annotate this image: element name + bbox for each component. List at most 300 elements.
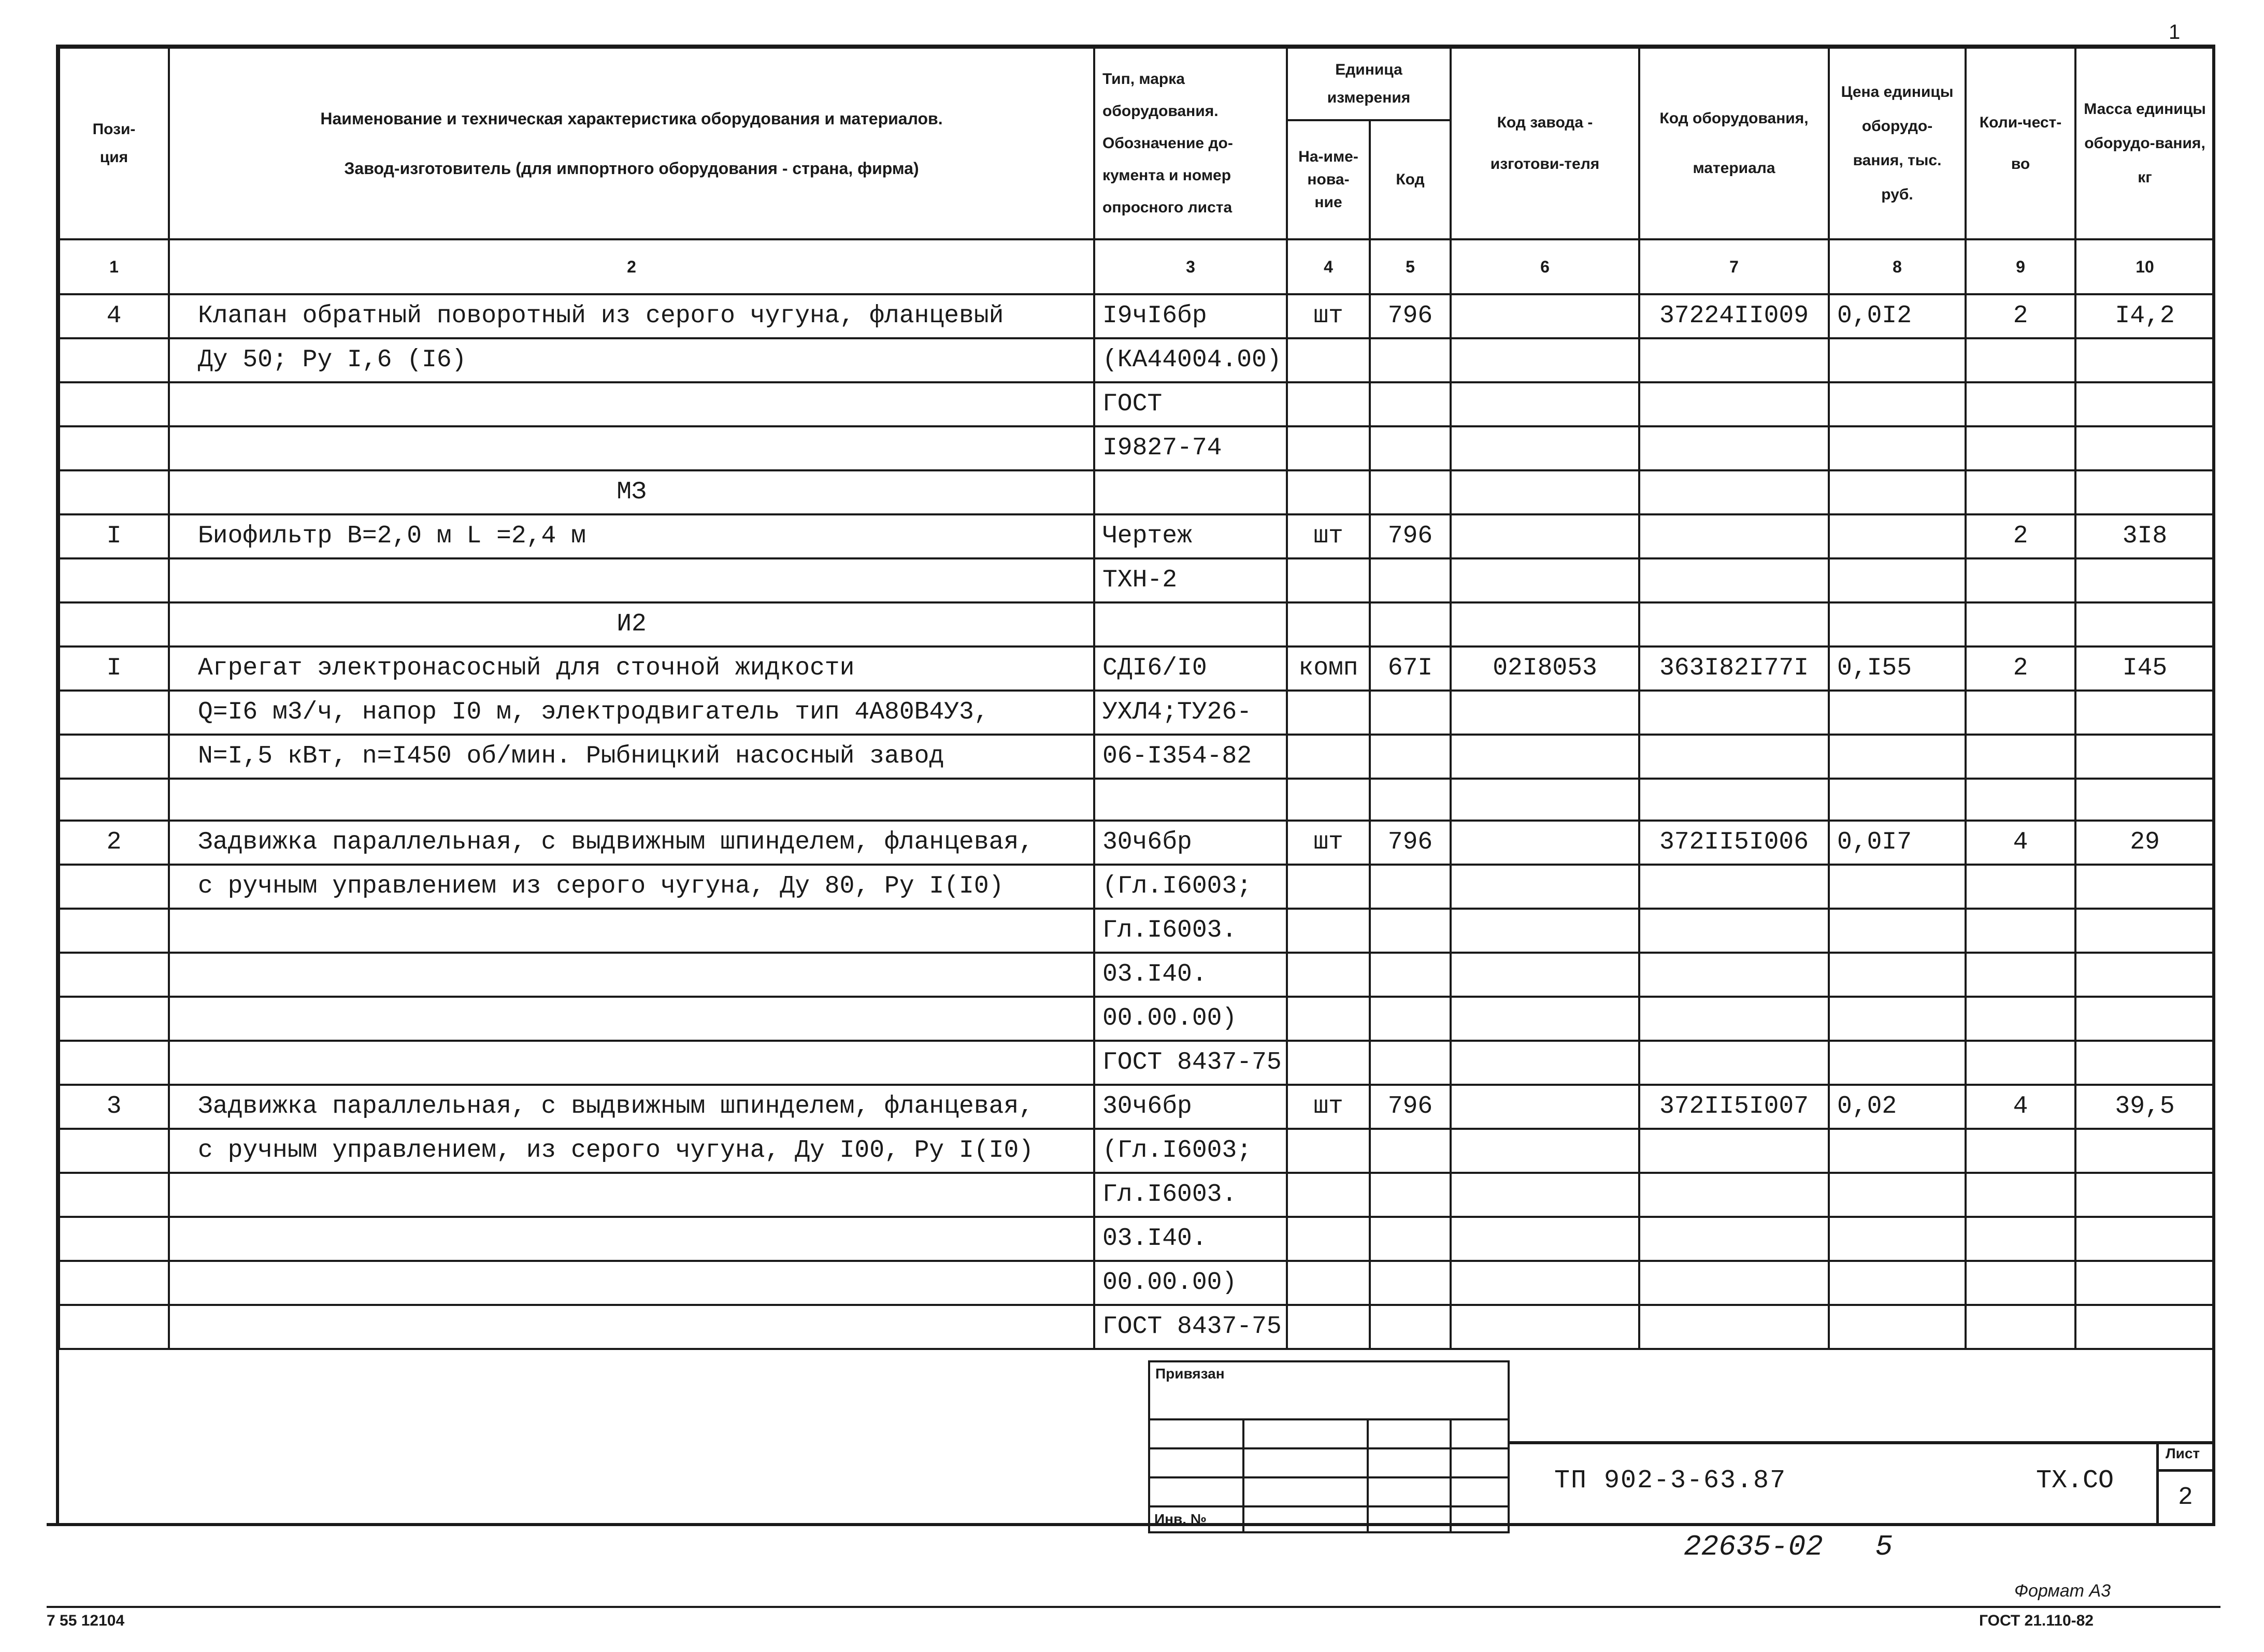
cell-unit: [1287, 1305, 1370, 1349]
header-quantity: Коли-чест-во: [1966, 48, 2075, 239]
cell-qty: [1966, 382, 2075, 426]
cell-name: [169, 1217, 1094, 1261]
cell-name: Ду 50; Ру I,6 (I6): [169, 338, 1094, 382]
cell-price: 0,I55: [1829, 647, 1966, 691]
doc-code: ТП 902-3-63.87: [1554, 1466, 1787, 1496]
cell-ucode: 796: [1370, 514, 1451, 558]
cell-maker: [1451, 294, 1639, 338]
cell-price: [1829, 997, 1966, 1041]
cell-type: 03.I40.: [1094, 953, 1287, 997]
cell-name: с ручным управлением из серого чугуна, Ду 80, Ру I(I0): [169, 865, 1094, 909]
cell-qty: [1966, 691, 2075, 735]
header-position: Пози- ция: [59, 48, 169, 239]
cell-pos: [59, 997, 169, 1041]
cell-unit: [1287, 338, 1370, 382]
cell-qty: [1966, 558, 2075, 602]
cell-unit: [1287, 997, 1370, 1041]
cell-price: [1829, 338, 1966, 382]
cell-type: (Гл.I6003;: [1094, 865, 1287, 909]
cell-ucode: [1370, 382, 1451, 426]
table-row: [59, 294, 2214, 338]
cell-qty: [1966, 909, 2075, 953]
cell-unit: шт: [1287, 294, 1370, 338]
cell-ucode: [1370, 338, 1451, 382]
cell-code: [1639, 382, 1829, 426]
cell-unit: [1287, 1129, 1370, 1173]
cell-name: [169, 382, 1094, 426]
cell-name: [169, 426, 1094, 470]
cell-type: ТХН-2: [1094, 558, 1287, 602]
table-row: [59, 382, 2214, 426]
cell-type: СДI6/I0: [1094, 647, 1287, 691]
cell-price: [1829, 514, 1966, 558]
cell-code: [1639, 997, 1829, 1041]
header-unit-name: На-име-нова-ние: [1287, 120, 1370, 239]
column-number-3: 3: [1094, 239, 1287, 294]
cell-name: Q=I6 м3/ч, напор I0 м, электродвигатель тип 4А80В4У3,: [169, 691, 1094, 735]
cell-maker: [1451, 909, 1639, 953]
cell-qty: [1966, 1129, 2075, 1173]
table-row: [59, 470, 2214, 514]
cell-pos: [59, 1173, 169, 1217]
cell-ucode: 796: [1370, 821, 1451, 865]
format-label: Формат А3: [2014, 1581, 2111, 1601]
footer-rule: [47, 1606, 2220, 1608]
cell-code: 372II5I007: [1639, 1085, 1829, 1129]
cell-mass: [2075, 338, 2214, 382]
column-number-8: 8: [1829, 239, 1966, 294]
cell-name: [169, 558, 1094, 602]
cell-ucode: [1370, 470, 1451, 514]
table-row: [59, 426, 2214, 470]
cell-type: 00.00.00): [1094, 997, 1287, 1041]
table-row: [59, 1173, 2214, 1217]
table-row: [59, 558, 2214, 602]
header-mass: Масса единицы оборудо-вания, кг: [2075, 48, 2214, 239]
cell-code: [1639, 1173, 1829, 1217]
cell-pos: I: [59, 647, 169, 691]
cell-price: [1829, 735, 1966, 779]
cell-type: 00.00.00): [1094, 1261, 1287, 1305]
cell-maker: [1451, 1173, 1639, 1217]
header-unit-code: Код: [1370, 120, 1451, 239]
cell-mass: [2075, 735, 2214, 779]
cell-qty: [1966, 470, 2075, 514]
column-number-9: 9: [1966, 239, 2075, 294]
cell-pos: 2: [59, 821, 169, 865]
left-code: 7 55 12104: [47, 1612, 125, 1629]
cell-price: [1829, 602, 1966, 647]
cell-ucode: [1370, 1217, 1451, 1261]
cell-maker: [1451, 558, 1639, 602]
column-number-6: 6: [1451, 239, 1639, 294]
column-number-7: 7: [1639, 239, 1829, 294]
cell-price: [1829, 909, 1966, 953]
cell-type: 03.I40.: [1094, 1217, 1287, 1261]
cell-unit: шт: [1287, 1085, 1370, 1129]
cell-unit: [1287, 470, 1370, 514]
cell-qty: [1966, 1261, 2075, 1305]
cell-maker: [1451, 1305, 1639, 1349]
cell-qty: [1966, 602, 2075, 647]
cell-type: Чертеж: [1094, 514, 1287, 558]
cell-unit: шт: [1287, 821, 1370, 865]
cell-code: [1639, 691, 1829, 735]
table-row: [59, 1217, 2214, 1261]
table-row: [59, 1041, 2214, 1085]
cell-maker: [1451, 1041, 1639, 1085]
title-block-top-line: [1508, 1441, 2215, 1444]
cell-unit: шт: [1287, 514, 1370, 558]
cell-mass: [2075, 691, 2214, 735]
cell-type: (КА44004.00): [1094, 338, 1287, 382]
cell-code: [1639, 470, 1829, 514]
table-row: [59, 821, 2214, 865]
cell-ucode: [1370, 1261, 1451, 1305]
cell-code: [1639, 426, 1829, 470]
cell-code: [1639, 1261, 1829, 1305]
cell-code: [1639, 865, 1829, 909]
column-number-5: 5: [1370, 239, 1451, 294]
cell-unit: комп: [1287, 647, 1370, 691]
cell-price: 0,0I7: [1829, 821, 1966, 865]
cell-qty: [1966, 953, 2075, 997]
cell-type: [1094, 602, 1287, 647]
header-name: Наименование и техническая характеристика оборудования и материалов. Завод-изготовитель (для импортного оборудования - страна, фирма): [169, 48, 1094, 239]
cell-qty: [1966, 1041, 2075, 1085]
cell-code: 363I82I77I: [1639, 647, 1829, 691]
cell-code: [1639, 1217, 1829, 1261]
cell-ucode: [1370, 1173, 1451, 1217]
cell-name: Агрегат электронасосный для сточной жидкости: [169, 647, 1094, 691]
sheet-number: 2: [2178, 1484, 2193, 1512]
cell-mass: [2075, 997, 2214, 1041]
cell-ucode: [1370, 1041, 1451, 1085]
cell-type: [1094, 470, 1287, 514]
cell-mass: 29: [2075, 821, 2214, 865]
cell-pos: [59, 865, 169, 909]
doc-mark: ТХ.СО: [2036, 1466, 2114, 1496]
cell-qty: [1966, 338, 2075, 382]
cell-type: Гл.I6003.: [1094, 909, 1287, 953]
header-type: Тип, марка оборудования. Обозначение до-кумента и номер опросного листа: [1094, 48, 1287, 239]
cell-unit: [1287, 779, 1370, 821]
handwritten-number: 22635-02 5: [1684, 1530, 1893, 1563]
cell-price: [1829, 691, 1966, 735]
cell-unit: [1287, 691, 1370, 735]
cell-qty: 4: [1966, 1085, 2075, 1129]
cell-pos: [59, 735, 169, 779]
cell-name: [169, 1041, 1094, 1085]
cell-name: [169, 1261, 1094, 1305]
column-number-4: 4: [1287, 239, 1370, 294]
table-row: [59, 953, 2214, 997]
cell-mass: [2075, 1261, 2214, 1305]
cell-pos: [59, 779, 169, 821]
cell-ucode: [1370, 953, 1451, 997]
cell-code: [1639, 909, 1829, 953]
cell-mass: [2075, 909, 2214, 953]
cell-code: [1639, 338, 1829, 382]
cell-price: [1829, 1173, 1966, 1217]
cell-ucode: [1370, 602, 1451, 647]
cell-unit: [1287, 1173, 1370, 1217]
cell-ucode: 67I: [1370, 647, 1451, 691]
cell-ucode: [1370, 558, 1451, 602]
cell-maker: [1451, 514, 1639, 558]
cell-type: (Гл.I6003;: [1094, 1129, 1287, 1173]
cell-mass: [2075, 1305, 2214, 1349]
cell-ucode: [1370, 865, 1451, 909]
cell-mass: I45: [2075, 647, 2214, 691]
cell-unit: [1287, 1217, 1370, 1261]
cell-mass: [2075, 382, 2214, 426]
table-row: [59, 735, 2214, 779]
cell-type: УХЛ4;ТУ26-: [1094, 691, 1287, 735]
cell-price: [1829, 1129, 1966, 1173]
cell-mass: [2075, 1129, 2214, 1173]
cell-qty: 4: [1966, 821, 2075, 865]
cell-maker: [1451, 997, 1639, 1041]
corner-mark: 1: [2169, 21, 2181, 44]
cell-qty: 2: [1966, 647, 2075, 691]
cell-type: 06-I354-82: [1094, 735, 1287, 779]
cell-maker: [1451, 602, 1639, 647]
cell-type: 30ч6бр: [1094, 1085, 1287, 1129]
cell-name: [169, 779, 1094, 821]
cell-mass: [2075, 602, 2214, 647]
cell-mass: [2075, 953, 2214, 997]
cell-type: ГОСТ: [1094, 382, 1287, 426]
header-unit: Единица измерения: [1287, 48, 1451, 120]
cell-pos: [59, 1041, 169, 1085]
table-row: [59, 602, 2214, 647]
cell-maker: [1451, 953, 1639, 997]
cell-qty: [1966, 426, 2075, 470]
cell-type: 30ч6бр: [1094, 821, 1287, 865]
cell-unit: [1287, 382, 1370, 426]
cell-unit: [1287, 1041, 1370, 1085]
cell-mass: 39,5: [2075, 1085, 2214, 1129]
cell-price: 0,02: [1829, 1085, 1966, 1129]
cell-maker: [1451, 470, 1639, 514]
cell-unit: [1287, 735, 1370, 779]
cell-ucode: [1370, 909, 1451, 953]
cell-maker: [1451, 426, 1639, 470]
cell-price: [1829, 558, 1966, 602]
cell-qty: [1966, 735, 2075, 779]
cell-price: [1829, 426, 1966, 470]
cell-maker: [1451, 865, 1639, 909]
cell-ucode: [1370, 779, 1451, 821]
cell-pos: [59, 691, 169, 735]
cell-pos: [59, 1261, 169, 1305]
cell-pos: [59, 953, 169, 997]
cell-code: [1639, 1129, 1829, 1173]
cell-mass: [2075, 1173, 2214, 1217]
cell-maker: [1451, 779, 1639, 821]
cell-pos: [59, 1129, 169, 1173]
table-row: [59, 338, 2214, 382]
cell-name: Биофильтр В=2,0 м L =2,4 м: [169, 514, 1094, 558]
cell-qty: 2: [1966, 514, 2075, 558]
cell-unit: [1287, 909, 1370, 953]
cell-qty: 2: [1966, 294, 2075, 338]
cell-code: [1639, 514, 1829, 558]
cell-name: с ручным управлением, из серого чугуна, Ду I00, Ру I(I0): [169, 1129, 1094, 1173]
cell-mass: [2075, 558, 2214, 602]
column-number-1: 1: [59, 239, 169, 294]
gost-label: ГОСТ 21.110-82: [1979, 1612, 2094, 1629]
cell-name: [169, 953, 1094, 997]
cell-code: [1639, 1305, 1829, 1349]
cell-maker: [1451, 735, 1639, 779]
cell-ucode: 796: [1370, 1085, 1451, 1129]
cell-maker: [1451, 382, 1639, 426]
cell-pos: [59, 909, 169, 953]
table-row: [59, 691, 2214, 735]
cell-mass: 3I8: [2075, 514, 2214, 558]
group-label: И2: [169, 602, 1094, 647]
cell-price: [1829, 1041, 1966, 1085]
cell-mass: [2075, 779, 2214, 821]
cell-type: Гл.I6003.: [1094, 1173, 1287, 1217]
cell-type: [1094, 779, 1287, 821]
cell-pos: [59, 1217, 169, 1261]
cell-ucode: [1370, 1129, 1451, 1173]
cell-pos: [59, 558, 169, 602]
cell-code: [1639, 602, 1829, 647]
cell-name: [169, 1305, 1094, 1349]
cell-code: [1639, 779, 1829, 821]
cell-name: [169, 997, 1094, 1041]
cell-unit: [1287, 602, 1370, 647]
table-row: [59, 1129, 2214, 1173]
header-maker-code: Код завода - изготови-теля: [1451, 48, 1639, 239]
cell-unit: [1287, 953, 1370, 997]
cell-name: [169, 1173, 1094, 1217]
cell-mass: [2075, 470, 2214, 514]
cell-maker: [1451, 1261, 1639, 1305]
cell-code: 37224II009: [1639, 294, 1829, 338]
cell-unit: [1287, 865, 1370, 909]
cell-ucode: [1370, 1305, 1451, 1349]
cell-unit: [1287, 558, 1370, 602]
cell-maker: [1451, 691, 1639, 735]
cell-pos: [59, 470, 169, 514]
column-number-2: 2: [169, 239, 1094, 294]
cell-code: [1639, 1041, 1829, 1085]
cell-name: [169, 909, 1094, 953]
cell-maker: [1451, 1129, 1639, 1173]
cell-pos: I: [59, 514, 169, 558]
header-price: Цена единицы оборудо-вания, тыс. руб.: [1829, 48, 1966, 239]
header-equipment-code: Код оборудования, материала: [1639, 48, 1829, 239]
cell-type: ГОСТ 8437-75: [1094, 1305, 1287, 1349]
table-row: [59, 1261, 2214, 1305]
cell-price: [1829, 382, 1966, 426]
cell-unit: [1287, 426, 1370, 470]
table-row: [59, 909, 2214, 953]
cell-price: [1829, 1261, 1966, 1305]
cell-type: ГОСТ 8437-75: [1094, 1041, 1287, 1085]
cell-code: [1639, 953, 1829, 997]
cell-type: I9чI6бр: [1094, 294, 1287, 338]
cell-qty: [1966, 1305, 2075, 1349]
cell-name: Задвижка параллельная, с выдвижным шпинделем, фланцевая,: [169, 1085, 1094, 1129]
cell-ucode: [1370, 735, 1451, 779]
cell-mass: [2075, 1217, 2214, 1261]
cell-type: I9827-74: [1094, 426, 1287, 470]
table-row: [59, 647, 2214, 691]
cell-price: [1829, 865, 1966, 909]
cell-mass: [2075, 865, 2214, 909]
column-number-10: 10: [2075, 239, 2214, 294]
table-row: [59, 514, 2214, 558]
cell-mass: [2075, 426, 2214, 470]
cell-pos: [59, 338, 169, 382]
cell-maker: [1451, 338, 1639, 382]
cell-pos: 4: [59, 294, 169, 338]
cell-pos: [59, 382, 169, 426]
cell-ucode: [1370, 997, 1451, 1041]
cell-price: 0,0I2: [1829, 294, 1966, 338]
inventory-label: Инв. №: [1154, 1511, 1207, 1527]
cell-ucode: [1370, 426, 1451, 470]
cell-ucode: 796: [1370, 294, 1451, 338]
table-row: [59, 865, 2214, 909]
cell-price: [1829, 1305, 1966, 1349]
cell-name: Задвижка параллельная, с выдвижным шпинделем, фланцевая,: [169, 821, 1094, 865]
cell-pos: 3: [59, 1085, 169, 1129]
cell-qty: [1966, 865, 2075, 909]
cell-code: [1639, 735, 1829, 779]
cell-pos: [59, 1305, 169, 1349]
sheet-label: Лист: [2166, 1445, 2200, 1461]
cell-name: Клапан обратный поворотный из серого чугуна, фланцевый: [169, 294, 1094, 338]
linked-label: Привязан: [1155, 1366, 1225, 1382]
cell-qty: [1966, 997, 2075, 1041]
cell-qty: [1966, 1217, 2075, 1261]
table-row: [59, 1305, 2214, 1349]
cell-ucode: [1370, 691, 1451, 735]
cell-price: [1829, 1217, 1966, 1261]
cell-code: [1639, 558, 1829, 602]
frame-bottom-line: [47, 1523, 2215, 1526]
cell-price: [1829, 779, 1966, 821]
table-row: [59, 779, 2214, 821]
cell-maker: [1451, 821, 1639, 865]
cell-unit: [1287, 1261, 1370, 1305]
cell-qty: [1966, 779, 2075, 821]
cell-pos: [59, 602, 169, 647]
cell-mass: I4,2: [2075, 294, 2214, 338]
specification-table: [58, 47, 2215, 1350]
cell-mass: [2075, 1041, 2214, 1085]
cell-pos: [59, 426, 169, 470]
sheet-box-divider: [2156, 1469, 2215, 1472]
cell-name: N=I,5 кВт, n=I450 об/мин. Рыбницкий насосный завод: [169, 735, 1094, 779]
cell-price: [1829, 953, 1966, 997]
cell-maker: 02I8053: [1451, 647, 1639, 691]
cell-maker: [1451, 1085, 1639, 1129]
cell-maker: [1451, 1217, 1639, 1261]
cell-code: 372II5I006: [1639, 821, 1829, 865]
cell-qty: [1966, 1173, 2075, 1217]
table-row: [59, 1085, 2214, 1129]
table-row: [59, 997, 2214, 1041]
group-label: МЗ: [169, 470, 1094, 514]
